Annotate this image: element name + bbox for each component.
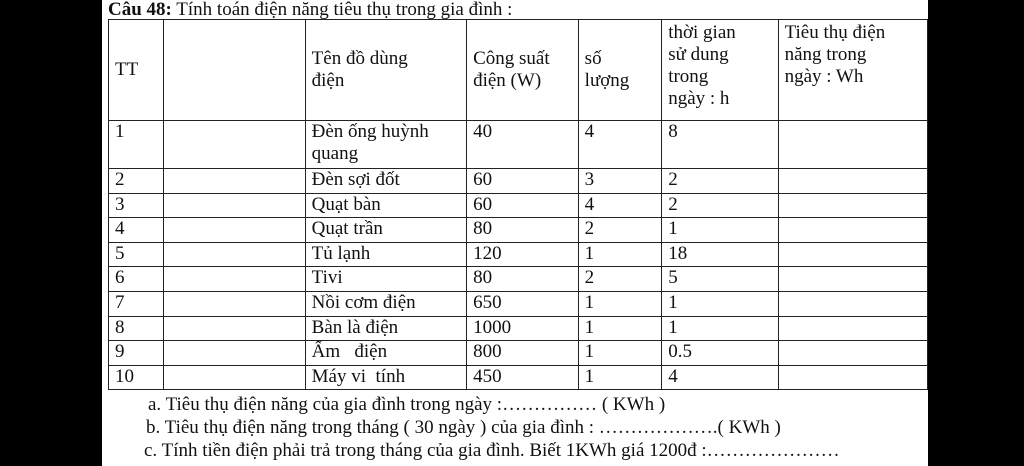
cell-time: 1 [662, 291, 778, 316]
cell-qty: 4 [578, 121, 662, 169]
header-qty-line: lượng [584, 70, 630, 91]
cell-name: Quạt bàn [305, 193, 466, 218]
cell-name-line: quang [311, 143, 359, 164]
cell-consumption [778, 193, 927, 218]
cell-qty: 4 [578, 193, 662, 218]
cell-name [305, 121, 466, 169]
cell-consumption [778, 291, 927, 316]
cell-blank [163, 242, 305, 267]
question-title [108, 0, 512, 20]
cell-power: 40 [467, 121, 579, 169]
cell-blank [163, 341, 305, 366]
table-row [109, 291, 928, 316]
questions-block [102, 393, 928, 462]
cell-power: 1000 [467, 316, 579, 341]
header-tt: TT [109, 20, 164, 121]
header-qty [578, 20, 662, 121]
table-row [109, 169, 928, 194]
cell-time: 4 [662, 365, 778, 390]
header-row [109, 20, 928, 121]
header-time [662, 20, 778, 121]
question-text: Tính toán điện năng tiêu thụ trong gia đình : [171, 0, 513, 20]
cell-consumption [778, 121, 927, 169]
cell-consumption [778, 316, 927, 341]
header-consumption [778, 20, 927, 121]
cell-tt: 8 [109, 316, 164, 341]
cell-tt: 2 [109, 169, 164, 194]
cell-consumption [778, 242, 927, 267]
cell-qty: 1 [578, 242, 662, 267]
cell-consumption [778, 365, 927, 390]
cell-power: 80 [467, 218, 579, 243]
cell-power: 120 [467, 242, 579, 267]
table-row [109, 242, 928, 267]
cell-name: Quạt trần [305, 218, 466, 243]
cell-tt: 3 [109, 193, 164, 218]
cell-name: Bàn là điện [305, 316, 466, 341]
cell-name: Ấm điện [305, 341, 466, 366]
cell-name: Nồi cơm điện [305, 291, 466, 316]
cell-consumption [778, 169, 927, 194]
cell-qty: 1 [578, 341, 662, 366]
header-consumption-line: ngày : Wh [784, 66, 864, 87]
header-consumption-line: Tiêu thụ điện [784, 22, 886, 43]
cell-blank [163, 291, 305, 316]
cell-time: 18 [662, 242, 778, 267]
cell-blank [163, 316, 305, 341]
table-row [109, 267, 928, 292]
table-row [109, 218, 928, 243]
cell-qty: 1 [578, 316, 662, 341]
cell-tt: 4 [109, 218, 164, 243]
cell-power: 60 [467, 169, 579, 194]
cell-time: 0.5 [662, 341, 778, 366]
cell-blank [163, 365, 305, 390]
header-time-line: thời gian [668, 22, 736, 43]
question-b: b. Tiêu thụ điện năng trong tháng ( 30 ngày ) của gia đình : ……………….( KWh ) [146, 417, 781, 438]
cell-blank [163, 169, 305, 194]
cell-time: 1 [662, 218, 778, 243]
cell-tt: 9 [109, 341, 164, 366]
cell-qty: 2 [578, 218, 662, 243]
cell-power: 80 [467, 267, 579, 292]
header-name [305, 20, 466, 121]
header-power-line: điện (W) [473, 70, 542, 91]
cell-tt: 7 [109, 291, 164, 316]
document-page [102, 0, 928, 466]
cell-consumption [778, 341, 927, 366]
cell-time: 5 [662, 267, 778, 292]
cell-tt: 1 [109, 121, 164, 169]
cell-blank [163, 218, 305, 243]
cell-power: 800 [467, 341, 579, 366]
cell-tt: 5 [109, 242, 164, 267]
cell-power: 60 [467, 193, 579, 218]
header-name-line: Tên đồ dùng [311, 48, 408, 69]
cell-time: 2 [662, 193, 778, 218]
cell-qty: 3 [578, 169, 662, 194]
energy-table [108, 19, 928, 390]
table-row [109, 121, 928, 169]
cell-name-line: Đèn ống huỳnh [311, 121, 429, 142]
header-name-line: điện [311, 70, 345, 91]
header-consumption-line: năng trong [784, 44, 867, 65]
cell-time: 2 [662, 169, 778, 194]
cell-consumption [778, 218, 927, 243]
cell-name: Tủ lạnh [305, 242, 466, 267]
cell-tt: 6 [109, 267, 164, 292]
header-time-line: sử dung [668, 44, 729, 65]
table-row [109, 365, 928, 390]
cell-consumption [778, 267, 927, 292]
header-power-line: Công suất [473, 48, 550, 69]
header-power [467, 20, 579, 121]
cell-blank [163, 267, 305, 292]
header-time-line: trong [668, 66, 709, 87]
cell-qty: 1 [578, 291, 662, 316]
cell-name: Máy vi tính [305, 365, 466, 390]
question-number: Câu 48: [108, 0, 172, 20]
cell-power: 650 [467, 291, 579, 316]
question-c: c. Tính tiền điện phải trả trong tháng của gia đình. Biết 1KWh giá 1200đ :………………… [144, 440, 840, 461]
cell-blank [163, 193, 305, 218]
cell-tt: 10 [109, 365, 164, 390]
cell-name: Đèn sợi đốt [305, 169, 466, 194]
cell-name: Tivi [305, 267, 466, 292]
cell-blank [163, 121, 305, 169]
table-row [109, 193, 928, 218]
cell-time: 8 [662, 121, 778, 169]
question-a: a. Tiêu thụ điện năng của gia đình trong ngày :…………… ( KWh ) [148, 394, 666, 415]
table-row [109, 316, 928, 341]
header-blank [163, 20, 305, 121]
cell-qty: 1 [578, 365, 662, 390]
cell-power: 450 [467, 365, 579, 390]
cell-time: 1 [662, 316, 778, 341]
header-qty-line: số [584, 48, 602, 69]
header-time-line: ngày : h [668, 88, 730, 109]
table-row [109, 341, 928, 366]
cell-qty: 2 [578, 267, 662, 292]
